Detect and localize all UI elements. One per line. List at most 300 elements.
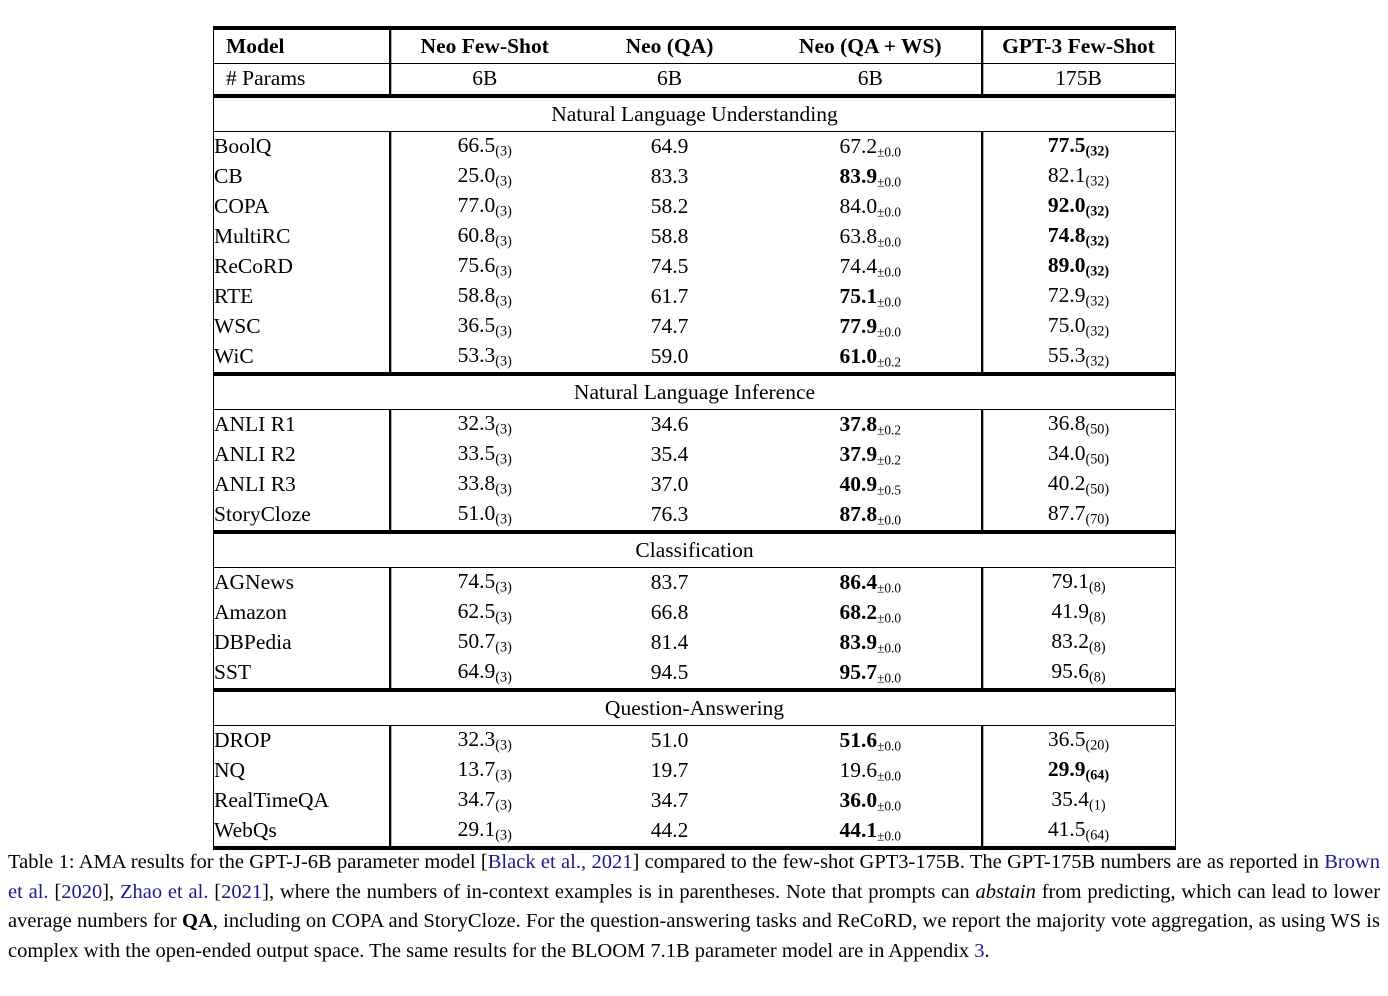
- neo-qa-value: [580, 786, 760, 816]
- table-row: [214, 282, 1176, 312]
- metric-subscript: (32): [1085, 173, 1110, 190]
- task-name: Amazon: [214, 598, 390, 628]
- caption-text: .: [984, 939, 990, 962]
- metric-subscript: ±0.0: [877, 264, 902, 280]
- metric-value: 37.9: [839, 441, 878, 466]
- neo-qa-value: [580, 470, 760, 500]
- table-header-row: [214, 28, 1176, 64]
- metric-value: 37.8: [839, 411, 878, 436]
- metric-value: 66.5: [457, 133, 496, 158]
- table-row: [214, 500, 1176, 532]
- metric-subscript: (50): [1085, 421, 1110, 438]
- gpt3-few-shot-value: [982, 470, 1176, 500]
- task-name: NQ: [214, 756, 390, 786]
- header-col-1: Neo Few-Shot: [390, 28, 580, 64]
- table-row: [214, 756, 1176, 786]
- metric-subscript: ±0.0: [877, 670, 902, 686]
- citation-link[interactable]: Zhao et al.: [119, 880, 209, 903]
- metric-value: 82.1: [1047, 163, 1086, 188]
- table-row: [214, 162, 1176, 192]
- section-header-row: [214, 690, 1176, 726]
- task-name: CB: [214, 162, 390, 192]
- metric-value: 40.2: [1047, 471, 1086, 496]
- metric-value: 74.7: [650, 314, 689, 339]
- table-row: [214, 470, 1176, 500]
- task-name: StoryCloze: [214, 500, 390, 532]
- params-value-1: 6B: [390, 64, 580, 97]
- metric-value: 64.9: [457, 659, 496, 684]
- neo-few-shot-value: [390, 342, 580, 374]
- metric-subscript: (3): [495, 421, 512, 438]
- table-row: [214, 252, 1176, 282]
- citation-link[interactable]: 2020: [61, 880, 103, 903]
- neo-qa-ws-value: [760, 222, 982, 252]
- metric-subscript: (3): [495, 233, 512, 250]
- metric-subscript: ±0.2: [877, 422, 902, 438]
- metric-subscript: (64): [1085, 767, 1110, 784]
- task-name: MultiRC: [214, 222, 390, 252]
- neo-qa-value: [580, 222, 760, 252]
- neo-qa-ws-value: [760, 500, 982, 532]
- metric-subscript: ±0.0: [877, 294, 902, 310]
- task-name: RTE: [214, 282, 390, 312]
- results-table-container: [213, 26, 1175, 850]
- metric-subscript: ±0.5: [877, 482, 902, 498]
- metric-value: 58.8: [457, 283, 496, 308]
- neo-few-shot-value: [390, 312, 580, 342]
- metric-subscript: ±0.2: [877, 354, 902, 370]
- neo-qa-value: [580, 500, 760, 532]
- neo-qa-ws-value: [760, 252, 982, 282]
- metric-value: 74.8: [1047, 223, 1086, 248]
- task-name: RealTimeQA: [214, 786, 390, 816]
- metric-subscript: (3): [495, 143, 512, 160]
- section-title: Natural Language Inference: [214, 374, 1176, 410]
- table-row: [214, 598, 1176, 628]
- metric-subscript: ±0.0: [877, 324, 902, 340]
- metric-value: 41.5: [1047, 817, 1086, 842]
- neo-few-shot-value: [390, 222, 580, 252]
- metric-value: 32.3: [457, 411, 496, 436]
- metric-value: 29.9: [1047, 757, 1086, 782]
- neo-few-shot-value: [390, 192, 580, 222]
- table-row: [214, 440, 1176, 470]
- gpt3-few-shot-value: [982, 440, 1176, 470]
- metric-value: 87.8: [839, 501, 878, 526]
- neo-few-shot-value: [390, 282, 580, 312]
- caption-text: , including on COPA and StoryCloze. For the question-answering tasks and ReCoRD, we report the majority vote aggregation, as using WS is complex with the open-ended output space. The same results for the BLOOM 7.1B parameter model are in Appendix: [8, 910, 1380, 962]
- metric-value: 83.2: [1051, 629, 1090, 654]
- metric-value: 62.5: [457, 599, 496, 624]
- metric-subscript: (3): [495, 609, 512, 626]
- neo-qa-ws-value: [760, 410, 982, 441]
- metric-value: 51.0: [650, 728, 689, 753]
- neo-few-shot-value: [390, 756, 580, 786]
- neo-few-shot-value: [390, 470, 580, 500]
- metric-value: 66.8: [650, 600, 689, 625]
- metric-value: 36.0: [839, 787, 878, 812]
- section-title: Question-Answering: [214, 690, 1176, 726]
- metric-subscript: (3): [495, 263, 512, 280]
- gpt3-few-shot-value: [982, 726, 1176, 757]
- metric-subscript: ±0.0: [877, 204, 902, 220]
- neo-qa-value: [580, 628, 760, 658]
- metric-value: 75.6: [457, 253, 496, 278]
- neo-qa-ws-value: [760, 658, 982, 690]
- table-row: [214, 132, 1176, 163]
- metric-subscript: (70): [1085, 511, 1110, 528]
- metric-subscript: (3): [495, 579, 512, 596]
- neo-qa-ws-value: [760, 440, 982, 470]
- metric-subscript: (50): [1085, 451, 1110, 468]
- metric-value: 34.7: [650, 788, 689, 813]
- neo-qa-value: [580, 598, 760, 628]
- neo-few-shot-value: [390, 440, 580, 470]
- metric-subscript: (32): [1085, 293, 1110, 310]
- metric-value: 79.1: [1051, 569, 1090, 594]
- task-name: WSC: [214, 312, 390, 342]
- metric-value: 37.0: [650, 472, 689, 497]
- metric-value: 83.3: [650, 164, 689, 189]
- task-name: ANLI R1: [214, 410, 390, 441]
- params-row: [214, 64, 1176, 97]
- caption-label: Table 1:: [8, 851, 75, 873]
- metric-value: 89.0: [1047, 253, 1086, 278]
- gpt3-few-shot-value: [982, 786, 1176, 816]
- task-name: WebQs: [214, 816, 390, 848]
- section-title: Natural Language Understanding: [214, 96, 1176, 132]
- neo-qa-ws-value: [760, 786, 982, 816]
- metric-value: 77.5: [1047, 133, 1086, 158]
- neo-qa-ws-value: [760, 132, 982, 163]
- task-name: ANLI R2: [214, 440, 390, 470]
- metric-value: 55.3: [1047, 343, 1086, 368]
- metric-subscript: ±0.2: [877, 452, 902, 468]
- metric-subscript: (32): [1085, 203, 1110, 220]
- neo-few-shot-value: [390, 598, 580, 628]
- neo-qa-value: [580, 252, 760, 282]
- gpt3-few-shot-value: [982, 500, 1176, 532]
- metric-value: 63.8: [839, 223, 878, 248]
- neo-qa-value: [580, 132, 760, 163]
- metric-subscript: ±0.0: [877, 580, 902, 596]
- gpt3-few-shot-value: [982, 222, 1176, 252]
- metric-value: 72.9: [1047, 283, 1086, 308]
- header-col-4: GPT-3 Few-Shot: [982, 28, 1176, 64]
- metric-value: 67.2: [839, 133, 878, 158]
- gpt3-few-shot-value: [982, 628, 1176, 658]
- metric-subscript: ±0.0: [877, 512, 902, 528]
- table-row: [214, 192, 1176, 222]
- neo-few-shot-value: [390, 786, 580, 816]
- metric-value: 75.1: [839, 283, 878, 308]
- neo-qa-value: [580, 312, 760, 342]
- metric-value: 25.0: [457, 163, 496, 188]
- metric-subscript: (3): [495, 203, 512, 220]
- neo-few-shot-value: [390, 816, 580, 848]
- metric-value: 76.3: [650, 502, 689, 527]
- metric-value: 44.2: [650, 818, 689, 843]
- metric-subscript: (3): [495, 737, 512, 754]
- section-header-row: [214, 374, 1176, 410]
- caption-text: AMA results for the GPT-J-6B parameter model [: [74, 851, 488, 873]
- metric-value: 61.0: [839, 343, 878, 368]
- neo-qa-value: [580, 568, 760, 599]
- metric-value: 34.6: [650, 412, 689, 437]
- neo-qa-ws-value: [760, 628, 982, 658]
- table-row: [214, 658, 1176, 690]
- table-row: [214, 312, 1176, 342]
- neo-qa-value: [580, 756, 760, 786]
- table-row: [214, 342, 1176, 374]
- table-row: [214, 726, 1176, 757]
- caption-text: ] compared to the few-shot GPT3-175B. The GPT-175B numbers are as reported in: [632, 851, 1325, 873]
- metric-subscript: (64): [1085, 827, 1110, 844]
- header-model: Model: [214, 28, 390, 64]
- metric-value: 51.0: [457, 501, 496, 526]
- neo-qa-value: [580, 410, 760, 441]
- metric-value: 77.0: [457, 193, 496, 218]
- metric-subscript: ±0.0: [877, 828, 902, 844]
- task-name: COPA: [214, 192, 390, 222]
- neo-qa-value: [580, 192, 760, 222]
- neo-few-shot-value: [390, 500, 580, 532]
- metric-subscript: ±0.0: [877, 738, 902, 754]
- metric-subscript: (3): [495, 767, 512, 784]
- neo-qa-ws-value: [760, 162, 982, 192]
- gpt3-few-shot-value: [982, 756, 1176, 786]
- task-name: DROP: [214, 726, 390, 757]
- metric-value: 51.6: [839, 727, 878, 752]
- metric-subscript: (32): [1085, 143, 1110, 160]
- metric-subscript: (20): [1085, 737, 1110, 754]
- gpt3-few-shot-value: [982, 816, 1176, 848]
- neo-qa-ws-value: [760, 312, 982, 342]
- metric-subscript: ±0.0: [877, 768, 902, 784]
- caption-strong: QA: [182, 910, 213, 933]
- metric-value: 94.5: [650, 660, 689, 685]
- caption-text: ],: [102, 880, 120, 903]
- metric-value: 83.7: [650, 570, 689, 595]
- gpt3-few-shot-value: [982, 598, 1176, 628]
- neo-qa-value: [580, 440, 760, 470]
- neo-qa-value: [580, 658, 760, 690]
- metric-subscript: (32): [1085, 233, 1110, 250]
- table-row: [214, 786, 1176, 816]
- neo-qa-value: [580, 282, 760, 312]
- metric-value: 19.6: [839, 757, 878, 782]
- neo-qa-ws-value: [760, 342, 982, 374]
- neo-qa-ws-value: [760, 192, 982, 222]
- neo-qa-value: [580, 342, 760, 374]
- gpt3-few-shot-value: [982, 658, 1176, 690]
- metric-subscript: (8): [1089, 669, 1106, 686]
- gpt3-few-shot-value: [982, 568, 1176, 599]
- task-name: SST: [214, 658, 390, 690]
- metric-subscript: ±0.0: [877, 798, 902, 814]
- metric-value: 44.1: [839, 817, 878, 842]
- table-caption: [8, 848, 1380, 966]
- ama-results-table: [213, 26, 1176, 850]
- gpt3-few-shot-value: [982, 410, 1176, 441]
- caption-text: [: [208, 880, 222, 903]
- task-name: WiC: [214, 342, 390, 374]
- gpt3-few-shot-value: [982, 132, 1176, 163]
- section-header-row: [214, 96, 1176, 132]
- metric-value: 34.0: [1047, 441, 1086, 466]
- metric-value: 36.5: [457, 313, 496, 338]
- gpt3-few-shot-value: [982, 252, 1176, 282]
- metric-value: 36.8: [1047, 411, 1086, 436]
- metric-subscript: ±0.0: [877, 174, 902, 190]
- metric-value: 36.5: [1047, 727, 1086, 752]
- metric-value: 35.4: [650, 442, 689, 467]
- neo-qa-ws-value: [760, 756, 982, 786]
- table-row: [214, 410, 1176, 441]
- neo-qa-ws-value: [760, 816, 982, 848]
- gpt3-few-shot-value: [982, 192, 1176, 222]
- neo-few-shot-value: [390, 658, 580, 690]
- metric-value: 84.0: [839, 193, 878, 218]
- metric-value: 87.7: [1047, 501, 1086, 526]
- neo-qa-ws-value: [760, 568, 982, 599]
- metric-value: 32.3: [457, 727, 496, 752]
- gpt3-few-shot-value: [982, 282, 1176, 312]
- citation-link[interactable]: Black et al., 2021: [487, 851, 633, 873]
- metric-value: 83.9: [839, 629, 878, 654]
- neo-qa-value: [580, 726, 760, 757]
- section-title: Classification: [214, 532, 1176, 568]
- header-col-2: Neo (QA): [580, 28, 760, 64]
- metric-subscript: (1): [1089, 797, 1106, 814]
- neo-qa-ws-value: [760, 598, 982, 628]
- metric-subscript: (3): [495, 293, 512, 310]
- metric-value: 58.8: [650, 224, 689, 249]
- metric-subscript: (3): [495, 353, 512, 370]
- caption-text: ], where the numbers of in-context examples is in parentheses. Note that prompts can: [262, 880, 976, 903]
- neo-few-shot-value: [390, 132, 580, 163]
- metric-value: 95.6: [1051, 659, 1090, 684]
- header-col-3: Neo (QA + WS): [760, 28, 982, 64]
- metric-value: 34.7: [457, 787, 496, 812]
- table-row: [214, 568, 1176, 599]
- caption-text: from predicting, which can lead to lower average numbers for: [8, 880, 1381, 933]
- citation-link[interactable]: Brown et al.: [8, 851, 1381, 903]
- metric-value: 19.7: [650, 758, 689, 783]
- neo-qa-ws-value: [760, 470, 982, 500]
- neo-qa-value: [580, 162, 760, 192]
- table-row: [214, 222, 1176, 252]
- metric-value: 86.4: [839, 569, 878, 594]
- metric-value: 74.5: [650, 254, 689, 279]
- neo-qa-ws-value: [760, 282, 982, 312]
- gpt3-few-shot-value: [982, 342, 1176, 374]
- metric-value: 61.7: [650, 284, 689, 309]
- metric-value: 50.7: [457, 629, 496, 654]
- metric-value: 40.9: [839, 471, 878, 496]
- metric-subscript: (3): [495, 797, 512, 814]
- metric-subscript: ±0.0: [877, 234, 902, 250]
- task-name: DBPedia: [214, 628, 390, 658]
- metric-value: 83.9: [839, 163, 878, 188]
- metric-value: 64.9: [650, 134, 689, 159]
- params-label: # Params: [214, 64, 390, 97]
- metric-value: 77.9: [839, 313, 878, 338]
- neo-few-shot-value: [390, 628, 580, 658]
- neo-few-shot-value: [390, 162, 580, 192]
- metric-value: 60.8: [457, 223, 496, 248]
- metric-subscript: (3): [495, 511, 512, 528]
- task-name: BoolQ: [214, 132, 390, 163]
- metric-subscript: ±0.0: [877, 640, 902, 656]
- caption-emphasis: abstain: [975, 880, 1036, 903]
- metric-value: 95.7: [839, 659, 878, 684]
- task-name: ANLI R3: [214, 470, 390, 500]
- caption-body: [8, 851, 1380, 962]
- metric-value: 75.0: [1047, 313, 1086, 338]
- table-row: [214, 628, 1176, 658]
- metric-subscript: (3): [495, 451, 512, 468]
- table-row: [214, 816, 1176, 848]
- metric-value: 74.4: [839, 253, 878, 278]
- metric-value: 29.1: [457, 817, 496, 842]
- metric-subscript: ±0.0: [877, 610, 902, 626]
- metric-value: 92.0: [1047, 193, 1086, 218]
- neo-qa-value: [580, 816, 760, 848]
- metric-subscript: (32): [1085, 323, 1110, 340]
- metric-value: 74.5: [457, 569, 496, 594]
- section-header-row: [214, 532, 1176, 568]
- metric-subscript: (50): [1085, 481, 1110, 498]
- metric-subscript: ±0.0: [877, 144, 902, 160]
- metric-value: 68.2: [839, 599, 878, 624]
- metric-value: 13.7: [457, 757, 496, 782]
- params-value-2: 6B: [580, 64, 760, 97]
- gpt3-few-shot-value: [982, 162, 1176, 192]
- metric-subscript: (3): [495, 827, 512, 844]
- metric-subscript: (3): [495, 669, 512, 686]
- neo-few-shot-value: [390, 726, 580, 757]
- caption-text: [: [48, 880, 62, 903]
- metric-subscript: (8): [1089, 639, 1106, 656]
- metric-value: 58.2: [650, 194, 689, 219]
- metric-subscript: (3): [495, 173, 512, 190]
- metric-value: 59.0: [650, 344, 689, 369]
- gpt3-few-shot-value: [982, 312, 1176, 342]
- citation-link[interactable]: 2021: [221, 880, 263, 903]
- metric-value: 35.4: [1051, 787, 1090, 812]
- metric-subscript: (32): [1085, 353, 1110, 370]
- task-name: AGNews: [214, 568, 390, 599]
- metric-value: 33.8: [457, 471, 496, 496]
- neo-qa-ws-value: [760, 726, 982, 757]
- citation-link[interactable]: 3: [974, 939, 985, 962]
- metric-value: 53.3: [457, 343, 496, 368]
- metric-subscript: (8): [1089, 609, 1106, 626]
- metric-subscript: (32): [1085, 263, 1110, 280]
- metric-value: 41.9: [1051, 599, 1090, 624]
- params-value-3: 6B: [760, 64, 982, 97]
- params-value-4: 175B: [982, 64, 1176, 97]
- metric-value: 81.4: [650, 630, 689, 655]
- metric-subscript: (3): [495, 639, 512, 656]
- neo-few-shot-value: [390, 568, 580, 599]
- metric-subscript: (3): [495, 323, 512, 340]
- metric-subscript: (8): [1089, 579, 1106, 596]
- neo-few-shot-value: [390, 410, 580, 441]
- metric-subscript: (3): [495, 481, 512, 498]
- neo-few-shot-value: [390, 252, 580, 282]
